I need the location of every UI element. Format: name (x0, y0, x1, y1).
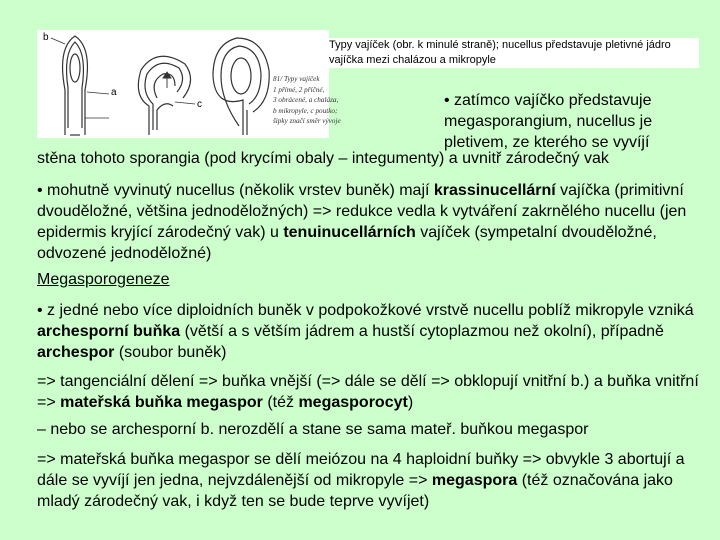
pointer-c (175, 102, 195, 104)
section-heading: Megasporogeneze (37, 271, 170, 288)
figure-legend (273, 74, 341, 127)
intro-line: megasporangium, nucellus je (444, 113, 653, 130)
text: • mohutně vyvinutý nucellus (několik vrstev buněk) mají (37, 182, 434, 199)
text: vajíčka (primitivní dvouděložné, většina jednoděložných) => redukce vedla k vytváření zakrnělého nucellu (jen epidermis kryjící zárodečný vak) u (37, 182, 687, 241)
ovule-2-outer-integument (138, 56, 190, 135)
intro-line-full: stěna tohoto sporangia (pod krycími obaly – integumenty) a uvnitř zárodečný vak (37, 150, 609, 167)
legend-line: šipky značí směr vývoje (273, 117, 341, 126)
term-megaspora: megaspora (431, 472, 518, 489)
term-materska-bunka: mateřská buňka megaspor (60, 394, 263, 411)
term-archesporni-bunka: archesporní buňka (37, 323, 181, 340)
figure-caption: Typy vajíček (obr. k minulé straně); nucellus představuje pletivné jádro vajíčka mezi chalázou a mikropyle (329, 38, 699, 68)
text: • z jedné nebo více diploidních buněk v podpokožkové vrstvě nucellu poblíž mikropyle vzniká (37, 302, 694, 319)
intro-line: pletivem, ze kterého se vyvíjí (444, 134, 650, 151)
label-c: c (197, 99, 202, 110)
legend-line: 81/ Typy vajíček (273, 75, 320, 83)
term-megasporocyt: megasporocyt (298, 394, 408, 411)
text: (též označována jako mladý zárodečný vak, i když ten se bude teprve vyvíjet) (37, 472, 673, 510)
intro-line: • zatímco vajíčko představuje (444, 92, 652, 109)
text: => mateřská buňka megaspor se dělí meiózou na 4 haploidní buňky => obvykle 3 abortují a dále se vyvíjí jen jedna, nejvzdálenější od mikropyle => (37, 451, 685, 489)
label-a: a (111, 87, 117, 98)
legend-line: 1 přímé, 2 příčné, (273, 85, 325, 94)
term-krassinucellarni: krassinucellární (433, 182, 556, 199)
paragraph-alternative: – nebo se archesporní b. nerozdělí a stane se sama mateř. buňkou megaspor (37, 421, 589, 438)
paragraph-meiosis (37, 449, 707, 512)
pointer-b (51, 38, 65, 44)
text: => tangenciální dělení => buňka vnější (=> dále se dělí => obklopují vnitřní b.) a buňka vnitřní => (37, 373, 699, 411)
ovule-3-embryo-sac (231, 58, 251, 94)
legend-line: 3 obrácené, a chaláza, (273, 96, 339, 105)
paragraph-archespor (37, 300, 707, 363)
ovule-1-embryo-sac (70, 54, 80, 82)
pointer-a (87, 92, 109, 94)
ovule-1-outer-integument (63, 36, 88, 135)
paragraph-division (37, 371, 707, 413)
text: vajíček (sympetalní dvouděložné, odvozené jednoděložné) (37, 224, 657, 262)
ovule-2-inner-integument (145, 63, 183, 130)
text: ) (407, 394, 414, 411)
legend-line: b mikropyle, c poutko; (273, 106, 338, 115)
label-b: b (43, 32, 49, 43)
term-tenuinucellarni: tenuinucellárních (283, 224, 416, 241)
text: (soubor buněk) (114, 344, 227, 361)
intro-right-column (444, 90, 714, 153)
term-archespor: archespor (37, 344, 115, 361)
text: (též (262, 394, 299, 411)
paragraph-nucellus-types (37, 180, 707, 264)
ovule-1-inner-integument (67, 42, 84, 128)
text: (větší a s větším jádrem a hustší cytoplazmou než okolní), případně (180, 323, 664, 340)
ovule-types-figure (37, 30, 341, 138)
